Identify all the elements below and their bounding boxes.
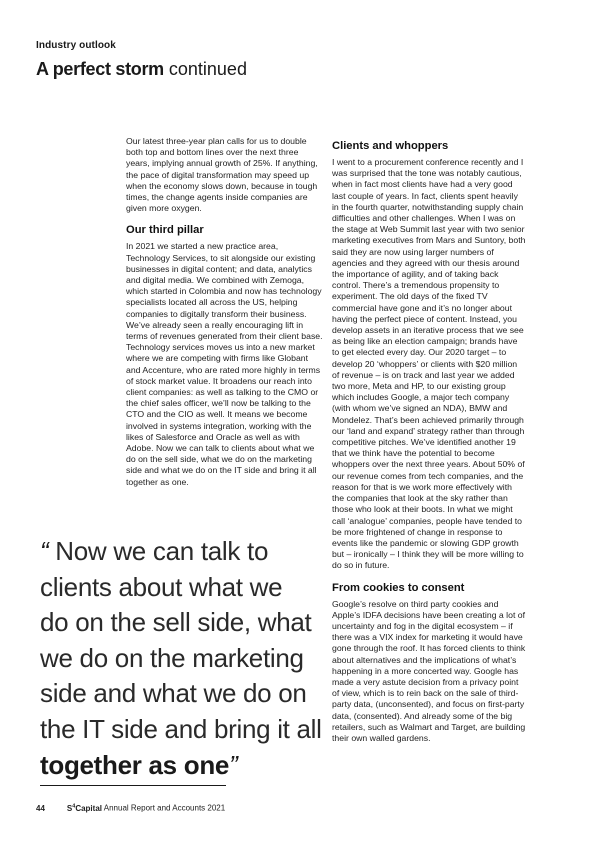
section-label: Industry outlook [36, 40, 116, 51]
heading-third-pillar: Our third pillar [126, 224, 204, 237]
pull-quote-line: we do on the marketing [40, 642, 304, 673]
heading-cookies-to-consent: From cookies to consent [332, 581, 465, 594]
left-column [126, 136, 324, 488]
page-title-bold: A perfect storm [36, 59, 164, 79]
pull-quote-line: “ Now we can talk to [40, 536, 269, 566]
pull-quote-line: do on the sell side, what [40, 607, 312, 638]
emphasis-underline [40, 785, 226, 786]
pull-quote-emphasis-line [40, 748, 340, 784]
cookies-paragraph: Google’s resolve on third party cookies and Apple’s IDFA decisions have been creating a lot of uncertainty and fog in the digital ecosystem – if there was a VIX index for marketing it would have gone through the roof. It has forced clients to think about alternatives and the implications of what’s happening in a more concerted way. Google has made a very astute decision from a privacy point of view, which is to rein back on the sale of third-party data, (unconsented), and focus on first-party data, (consented). And already some of the big retailers, such as Walmart and Target, are building their own walled gardens. [332, 598, 526, 743]
close-quote-mark: ” [229, 749, 238, 780]
brand-logo: $S^4Capital$ [66, 803, 102, 813]
pull-quote-emphasis: together as one [40, 749, 230, 780]
intro-paragraph: Our latest three-year plan calls for us to double both top and bottom lines over the next three years, implying annual growth of 25%. If anything, the pace of digital transformation may speed up when the economy slows down, because in tough times, the change agents inside companies are given more oxygen. [126, 136, 318, 214]
right-column [332, 139, 526, 744]
page-footer [36, 803, 225, 813]
third-pillar-paragraph: In 2021 we started a new practice area, Technology Services, to sit alongside our existing businesses in digital content; and data, analytics and digital media. We combined with Zemoga, which started in Colombia and now has technology specialists located all across the US, helping companies to digitally transform their business. We’ve already seen a really encouraging lift in terms of revenues generated from their client base. Technology services moves us into a new market where we are competing with firms like Globant and Accenture, who are rated more highly in terms of stock market value. It broadens our reach into client companies: as well as talking to the CMO or the chief sales officer, we’ll now be talking to the CTO and the CIO as well. It means we become involved in systems integration, working with the likes of Salesforce and Oracle as well as with Adobe. Now we can talk to clients about what we do on the sell side, what we do on the marketing side and what we do on the IT side and bring it all together as one. [126, 241, 323, 487]
pull-quote-line: the IT side and bring it all [40, 713, 322, 744]
clients-paragraph: I went to a procurement conference recently and I was surprised that the tone was notably cautious, when in fact most clients have had a very good last couple of years. In fact, clients spent heavily in the fourth quarter, notwithstanding supply chain difficulties and other challenges. When I was on the stage at Web Summit last year with two senior marketing executives from Mars and Suntory, both said they are now using larger numbers of agencies and they agreed with our thesis around the importance of agility, and of taking back control. There’s a tremendous propensity to experiment. The old days of the fixed TV commercial have gone and it’s no longer about having the perfect piece of content. Instead, you develop assets in an iterative process that we see as being like an election campaign; brands have to get elected every day. Our 2020 target – to develop 20 ‘whoppers’ or clients with $20 million of revenue – is on track and last year we added two more, Meta and HP, to our existing group which includes Google, a major tech company (with whom we’ve signed an NDA), BMW and Mondelez. That’s been achieved primarily through our ‘land and expand’ strategy rather than through competitive pitches. We’ve identified another 19 that we think have the potential to become whoppers over the next three years. About 50% of our revenue comes from tech companies, and the reason for that is we work more effectively with the companies that look at the sky rather than those who look at their boots. In what we might call ‘analogue’ companies, people have tended to be more frightened of change in response to events like the pandemic or slowing GDP growth but – ironically – I think they will be more willing to do so in future. [332, 157, 526, 571]
page-title [36, 58, 247, 80]
report-name: Annual Report and Accounts 2021 [103, 803, 226, 813]
pull-quote-line: side and what we do on [40, 678, 307, 709]
heading-clients-and-whoppers: Clients and whoppers [332, 140, 449, 152]
pull-quote-line: clients about what we [40, 571, 283, 602]
pull-quote [40, 534, 340, 786]
page-title-continued: continued [168, 59, 247, 79]
page-number: 44 [36, 803, 45, 813]
open-quote-mark: “ [40, 536, 49, 566]
